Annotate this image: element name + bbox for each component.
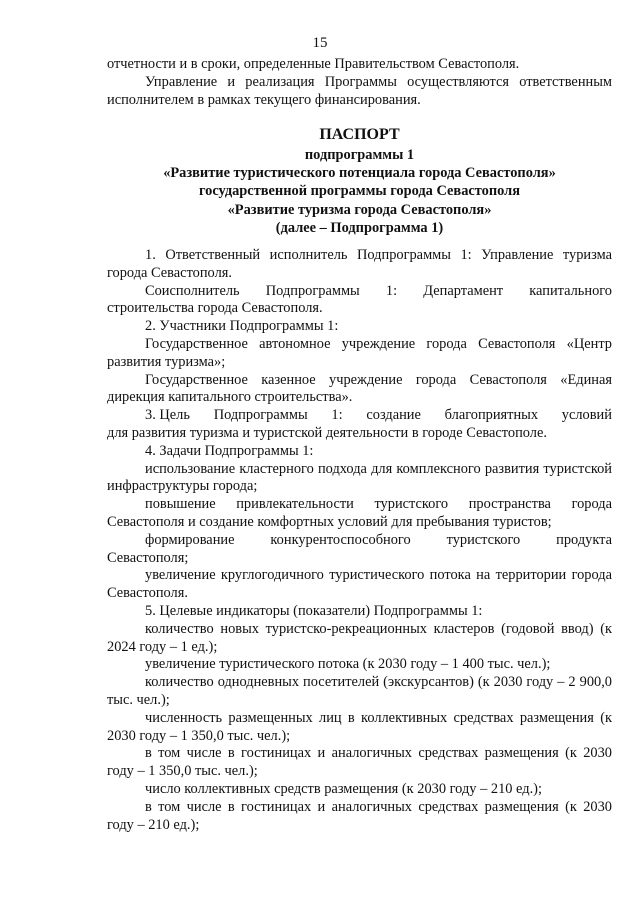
heading-line-1: подпрограммы 1 bbox=[304, 147, 415, 163]
indicator-4: численность размещенных лиц в коллективных средствах размещения (к 2030 году – 1 350,0 тыс. чел.); bbox=[107, 709, 612, 744]
goal-word: 1: bbox=[331, 407, 343, 424]
lead-paragraph-2: Управление и реализация Программы осуществляются ответственным исполнителем в рамках текущего финансирования. bbox=[107, 73, 612, 108]
passport-body bbox=[107, 247, 612, 834]
item-co-executor-rest: строительства города Севастополя. bbox=[107, 300, 323, 317]
task-3-word: конкурентоспособного bbox=[270, 531, 411, 548]
task-4: увеличение круглогодичного туристического потока на территории города Севастополя. bbox=[107, 567, 612, 602]
indicator-6: число коллективных средств размещения (к 2030 году – 210 ед.); bbox=[145, 780, 542, 797]
heading-line-4: «Развитие туризма города Севастополя» bbox=[227, 201, 492, 218]
goal-word: благоприятных bbox=[444, 407, 539, 424]
goal-word: условий bbox=[561, 407, 612, 424]
page-number: 15 bbox=[312, 35, 328, 51]
indicator-1: количество новых туристско-рекреационных кластеров (годовой ввод) (к 2024 году – 1 ед.); bbox=[107, 620, 612, 655]
heading-line-3: государственной программы города Севастополя bbox=[198, 183, 521, 200]
item-indicators: 5. Целевые индикаторы (показатели) Подпрограммы 1: bbox=[145, 602, 483, 619]
lead-paragraphs bbox=[107, 56, 612, 109]
indicator-5: в том числе в гостиницах и аналогичных средствах размещения (к 2030 году – 1 350,0 тыс. чел.); bbox=[107, 745, 612, 780]
indicator-3: количество однодневных посетителей (экскурсантов) (к 2030 году – 2 900,0 тыс. чел.); bbox=[107, 674, 612, 708]
item-tasks: 4. Задачи Подпрограммы 1: bbox=[145, 442, 314, 459]
indicator-7: в том числе в гостиницах и аналогичных средствах размещения (к 2030 году – 210 ед.); bbox=[107, 798, 612, 833]
goal-word: 3. Цель bbox=[145, 407, 190, 424]
lead-paragraph-1: отчетности и в сроки, определенные Правительством Севастополя. bbox=[107, 56, 520, 72]
task-3-word: туристского bbox=[446, 531, 521, 548]
passport-title: ПАСПОРТ bbox=[319, 126, 400, 143]
co-executor-word: капитального bbox=[529, 282, 612, 299]
task-1: использование кластерного подхода для комплексного развития туристской инфраструктуры города; bbox=[107, 460, 612, 495]
item-responsible-executor: 1. Ответственный исполнитель Подпрограммы 1: Управление туризма города Севастополя. bbox=[107, 247, 612, 281]
heading-line-2: «Развитие туристического потенциала города Севастополя» bbox=[163, 165, 556, 182]
co-executor-word: Соисполнитель bbox=[145, 282, 240, 299]
indicator-2: увеличение туристического потока (к 2030 году – 1 400 тыс. чел.); bbox=[145, 656, 551, 673]
heading-line-5: (далее – Подпрограмма 1) bbox=[275, 219, 444, 236]
item-participants: 2. Участники Подпрограммы 1: bbox=[145, 318, 339, 335]
co-executor-word: Подпрограммы bbox=[265, 282, 360, 299]
task-3-word: формирование bbox=[145, 531, 235, 548]
co-executor-word: Департамент bbox=[423, 282, 504, 299]
task-3-rest: Севастополя; bbox=[107, 549, 189, 566]
item-goal-line bbox=[107, 407, 612, 425]
goal-word: создание bbox=[366, 407, 421, 424]
item-co-executor-line bbox=[107, 283, 612, 301]
passport-heading bbox=[107, 125, 612, 237]
goal-word: Подпрограммы bbox=[213, 407, 308, 424]
co-executor-word: 1: bbox=[385, 282, 398, 299]
task-2: повышение привлекательности туристского пространства города Севастополя и создание комфортных условий для пребывания туристов; bbox=[107, 496, 612, 530]
item-goal-rest: для развития туризма и туристской деятельности в городе Севастополе. bbox=[107, 424, 547, 441]
task-3-word: продукта bbox=[556, 531, 612, 548]
task-3-line bbox=[107, 532, 612, 550]
participant-2: Государственное казенное учреждение города Севастополя «Единая дирекция капитального строительства». bbox=[107, 371, 612, 406]
participant-1: Государственное автономное учреждение города Севастополя «Центр развития туризма»; bbox=[107, 335, 612, 370]
